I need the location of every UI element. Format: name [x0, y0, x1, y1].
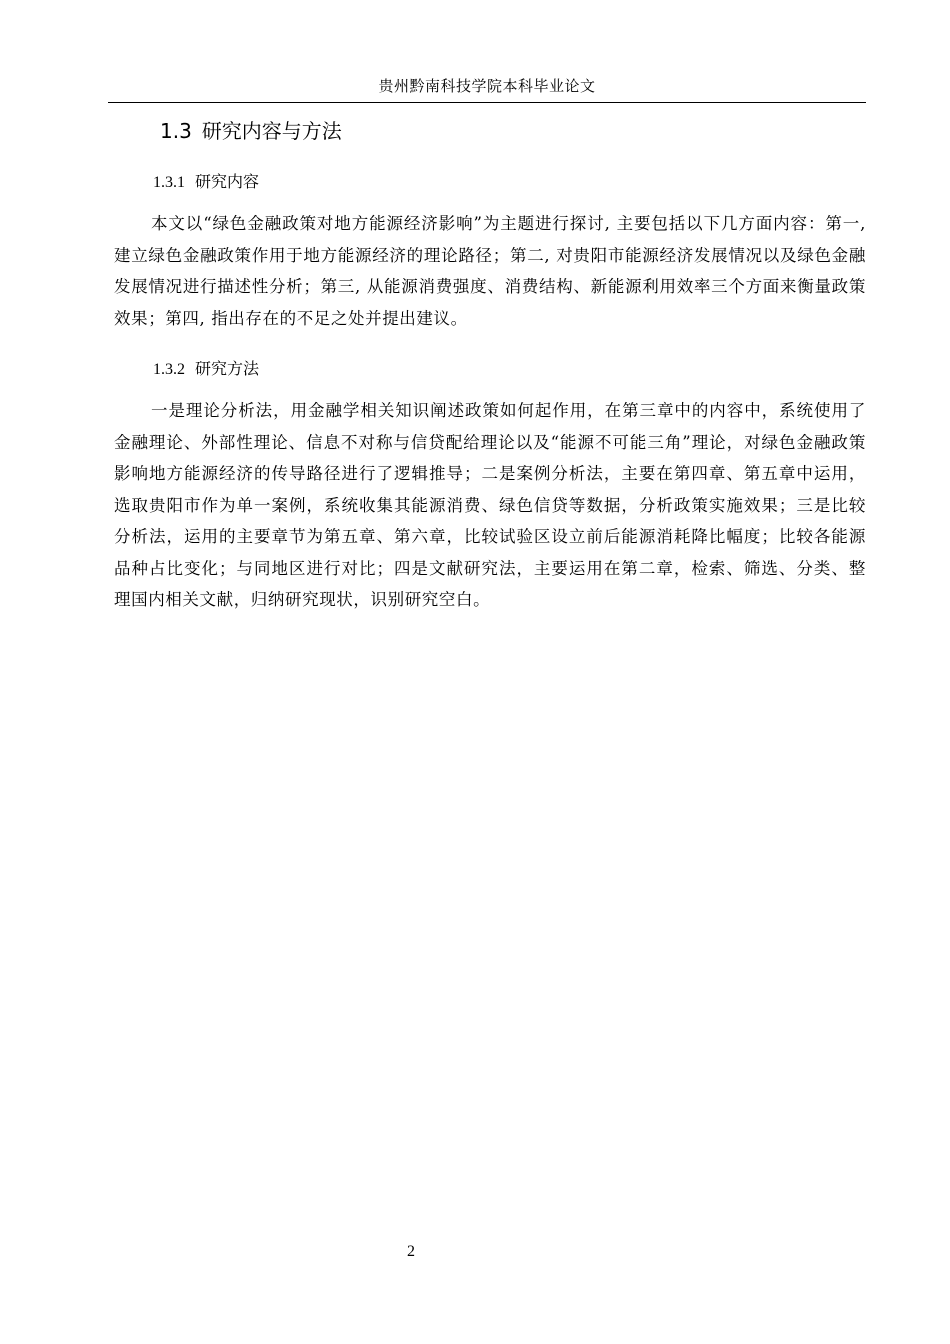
- header-divider: [108, 102, 866, 103]
- subsection-number: 1.3.2: [153, 361, 185, 378]
- subsection-heading-research-content: [153, 170, 259, 195]
- subsection-heading-research-methods: [153, 357, 259, 382]
- page-number: 2: [407, 1243, 415, 1260]
- paragraph-research-methods: 一是理论分析法，用金融学相关知识阐述政策如何起作用，在第三章中的内容中，系统使用了金融理论、外部性理论、信息不对称与信贷配给理论以及“能源不可能三角”理论，对绿色金融政策影响地方能源经济的传导路径进行了逻辑推导；二是案例分析法，主要在第四章、第五章中运用，选取贵阳市作为单一案例，系统收集其能源消费、绿色信贷等数据，分析政策实施效果；三是比较分析法，运用的主要章节为第五章、第六章，比较试验区设立前后能源消耗降比幅度；比较各能源品种占比变化；与同地区进行对比；四是文献研究法，主要运用在第二章，检索、筛选、分类、整理国内相关文献，归纳研究现状，识别研究空白。: [114, 401, 866, 609]
- subsection-title: 研究内容: [195, 172, 260, 191]
- section-heading: [160, 117, 342, 145]
- subsection-title: 研究方法: [195, 359, 260, 378]
- paragraph-research-content: 本文以“绿色金融政策对地方能源经济影响”为主题进行探讨, 主要包括以下几方面内容：第一, 建立绿色金融政策作用于地方能源经济的理论路径；第二, 对贵阳市能源经济发展情况以及绿色金融发展情况进行描述性分析；第三, 从能源消费强度、消费结构、新能源利用效率三个方面来衡量政策效果；第四, 指出存在的不足之处并提出建议。: [114, 214, 866, 328]
- running-header: 贵州黔南科技学院本科毕业论文: [378, 77, 596, 95]
- subsection-number: 1.3.1: [153, 174, 185, 191]
- section-number: 1.3: [160, 119, 192, 143]
- section-title: 研究内容与方法: [201, 119, 342, 143]
